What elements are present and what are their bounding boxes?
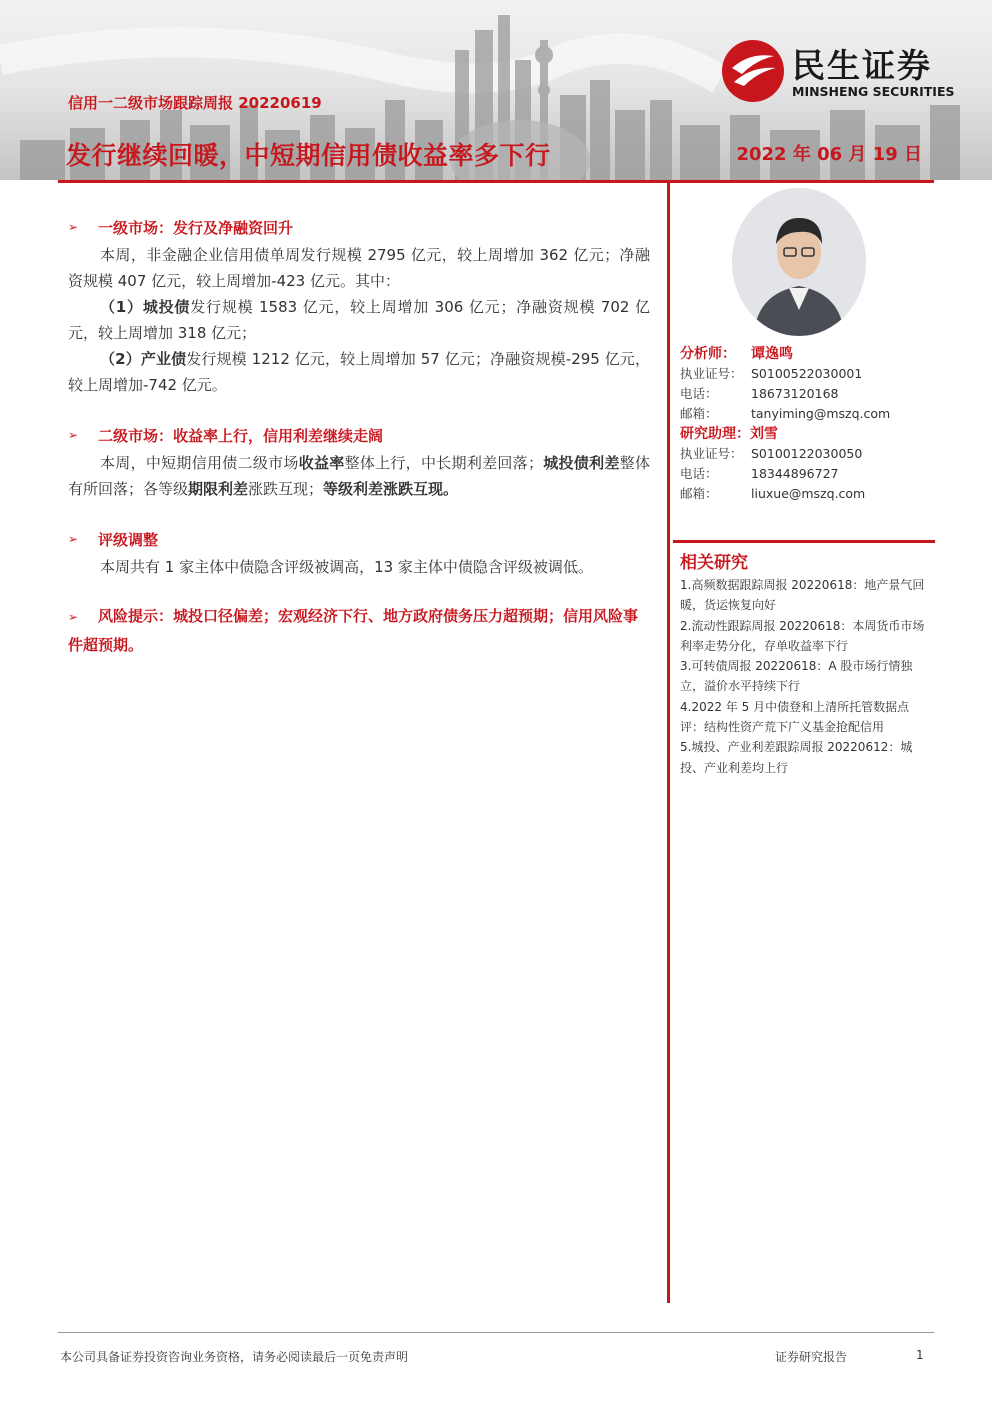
header-banner — [0, 0, 992, 180]
text-run: 整体有所回落；各等级 — [68, 454, 650, 498]
related-item[interactable]: 1.高频数据跟踪周报 20220618：地产景气回暖，货运恢复向好 — [680, 578, 925, 613]
assistant-email[interactable]: liuxue@mszq.com — [751, 485, 866, 501]
assistant-license: S0100122030050 — [751, 445, 863, 461]
risk-warning — [68, 602, 650, 659]
bold-run: 期限利差 — [188, 480, 249, 498]
analyst-license: S0100522030001 — [751, 365, 863, 381]
section-arrow-icon: ➢ — [68, 220, 79, 234]
rating-paragraph: 本周共有 1 家主体中债隐含评级被调高，13 家主体中债隐含评级被调低。 — [100, 558, 593, 576]
report-date: 2022 年 06 月 19 日 — [736, 144, 922, 165]
assistant-phone: 18344896727 — [751, 465, 839, 481]
related-item[interactable]: 3.可转债周报 20220618：A 股市场行情独立，溢价水平持续下行 — [680, 659, 913, 694]
email-label: 邮箱： — [680, 486, 718, 501]
text-run: 整体上行，中长期利差回落； — [344, 454, 543, 472]
urban-investment-bond-paragraph — [68, 294, 650, 346]
related-research-heading: 相关研究 — [680, 553, 748, 573]
column-divider — [667, 183, 670, 1303]
industrial-bond-text: 发行规模 1212 亿元，较上周增加 57 亿元；净融资规模-295 亿元，较上周增加-742 亿元。 — [68, 350, 650, 394]
related-item[interactable]: 5.城投、产业利差跟踪周报 20220612：城投、产业利差均上行 — [680, 740, 913, 775]
text-run: 本周，中短期信用债二级市场 — [100, 454, 299, 472]
related-item[interactable]: 4.2022 年 5 月中债登和上清所托管数据点评：结构性资产荒下广义基金抢配信用 — [680, 699, 910, 735]
industrial-bond-label: 产业债 — [140, 350, 187, 368]
bold-run: 城投债利差 — [542, 454, 620, 472]
primary-market-summary: 本周，非金融企业信用债单周发行规模 2795 亿元，较上周增加 362 亿元；净融资规模 407 亿元，较上周增加-423 亿元。其中： — [68, 246, 650, 290]
assistant-name: 刘雪 — [750, 426, 778, 442]
industrial-bond-paragraph — [68, 346, 650, 398]
text-run: 涨跌互现； — [248, 480, 324, 498]
logo-text-cn: 民生证券 — [792, 46, 932, 85]
urban-investment-bond-text: 发行规模 1583 亿元，较上周增加 306 亿元；净融资规模 702 亿元，较上周增加 318 亿元； — [68, 298, 650, 342]
bold-run: 收益率 — [298, 454, 345, 472]
secondary-market-heading: 二级市场：收益率上行，信用利差继续走阔 — [98, 426, 384, 445]
analyst-photo — [732, 188, 866, 336]
urban-investment-bond-label: 城投债 — [142, 298, 191, 316]
section-arrow-icon: ➢ — [68, 428, 79, 442]
item-number: （1） — [100, 298, 143, 316]
related-divider — [673, 540, 935, 543]
minsheng-logo-icon — [720, 38, 786, 104]
license-label: 执业证号： — [680, 446, 743, 461]
footer-divider — [58, 1332, 934, 1333]
company-logo — [720, 36, 970, 106]
related-item[interactable]: 2.流动性跟踪周报 20220618：本周货币市场利率走势分化，存单收益率下行 — [680, 618, 925, 653]
header-divider — [58, 180, 934, 183]
page-number: 1 — [916, 1348, 924, 1362]
phone-label: 电话： — [680, 386, 718, 401]
main-content — [68, 212, 650, 659]
section-heading — [68, 212, 650, 242]
risk-warning-text: 风险提示：城投口径偏差；宏观经济下行、地方政府债务压力超预期；信用风险事件超预期。 — [68, 607, 639, 654]
rating-heading: 评级调整 — [98, 530, 159, 549]
section-heading — [68, 524, 650, 554]
assistant-role: 研究助理： — [680, 426, 750, 442]
analyst-phone: 18673120168 — [751, 385, 839, 401]
analyst-portrait-image — [732, 188, 866, 336]
logo-text-en: MINSHENG SECURITIES — [792, 84, 955, 99]
item-number: （2） — [100, 350, 141, 368]
related-research-list — [680, 575, 930, 778]
email-label: 邮箱： — [680, 406, 718, 421]
section-arrow-icon: ➢ — [68, 610, 79, 624]
footer-doc-type: 证券研究报告 — [775, 1350, 848, 1364]
bold-run: 等级利差涨跌互现。 — [323, 480, 459, 498]
section-arrow-icon: ➢ — [68, 532, 79, 546]
analyst-info — [680, 343, 930, 503]
page-title: 发行继续回暖，中短期信用债收益率多下行 — [66, 141, 551, 170]
secondary-market-paragraph — [68, 450, 650, 502]
analyst-name: 谭逸鸣 — [751, 346, 793, 362]
primary-market-heading: 一级市场：发行及净融资回升 — [98, 218, 294, 237]
license-label: 执业证号： — [680, 366, 743, 381]
phone-label: 电话： — [680, 466, 718, 481]
analyst-email[interactable]: tanyiming@mszq.com — [751, 405, 891, 421]
analyst-role: 分析师： — [680, 346, 736, 362]
footer-disclaimer: 本公司具备证券投资咨询业务资格，请务必阅读最后一页免责声明 — [60, 1350, 409, 1364]
section-heading — [68, 420, 650, 450]
series-title: 信用一二级市场跟踪周报 20220619 — [68, 94, 322, 112]
